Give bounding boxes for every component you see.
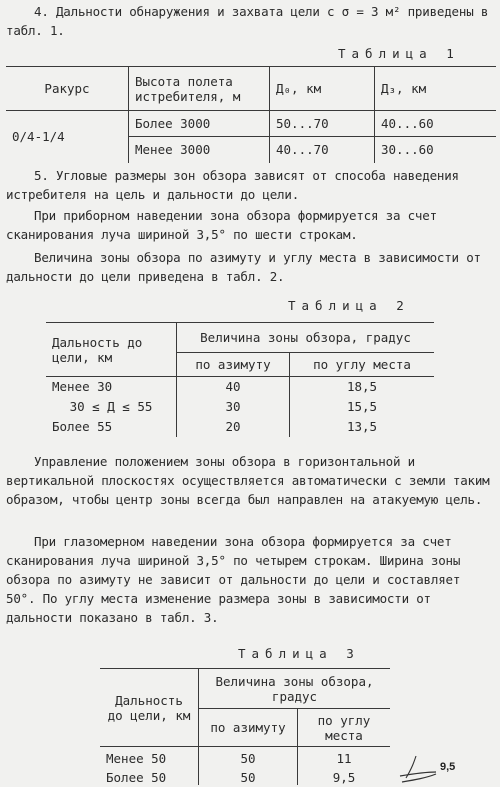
t2-header-elevation: по углу места bbox=[290, 353, 435, 377]
t1-cell: Менее 3000 bbox=[129, 137, 270, 163]
t2-cell: 30 bbox=[177, 397, 290, 417]
t2-cell: 18,5 bbox=[290, 377, 435, 397]
t3-cell: 11 bbox=[298, 747, 391, 771]
t2-header-zone: Величина зоны обзора, градус bbox=[177, 323, 435, 353]
t2-cell: 13,5 bbox=[290, 417, 435, 437]
t1-rakurs-value: 0/4-1/4 bbox=[6, 111, 129, 163]
paragraph-7: Величина зоны обзора по азимуту и углу места в зависимости от дальности до цели приведена в табл. 2. bbox=[6, 250, 489, 284]
t1-cell: Более 3000 bbox=[129, 111, 270, 137]
t2-cell: 30 ≤ Д ≤ 55 bbox=[46, 397, 177, 417]
t3-cell: Менее 50 bbox=[100, 747, 199, 771]
t1-cell: 40...60 bbox=[375, 111, 497, 137]
paragraph-4: 4. Дальности обнаружения и захвата цели с σ = 3 м² приведены в табл. 1. bbox=[6, 4, 496, 38]
t1-cell: 30...60 bbox=[375, 137, 497, 163]
t2-cell: 40 bbox=[177, 377, 290, 397]
t3-header-azimuth: по азимуту bbox=[199, 709, 298, 747]
paragraph-5: 5. Угловые размеры зон обзора зависят от способа наведения истребителя на цель и дальности до цели. bbox=[6, 168, 467, 202]
t1-header-rakurs: Ракурс bbox=[6, 67, 129, 111]
t1-cell: 50...70 bbox=[270, 111, 375, 137]
paragraph-6: При приборном наведении зона обзора формируется за счет сканирования луча шириной 3,5° по шести строкам. bbox=[6, 208, 445, 242]
t1-header-height: Высота полета истребителя, м bbox=[129, 67, 270, 111]
paragraph-8: Управление положением зоны обзора в горизонтальной и вертикальной плоскостях осуществляется автоматически с земли таким образом, чтобы центр зоны всегда был направлен на атакуемую цель. bbox=[6, 454, 497, 507]
t3-header-zone: Величина зоны обзора, градус bbox=[199, 669, 391, 709]
table-1 bbox=[6, 66, 496, 163]
table1-caption: Таблица 1 bbox=[338, 46, 460, 61]
t1-header-d0: Д₀, км bbox=[270, 67, 375, 111]
t2-cell: 15,5 bbox=[290, 397, 435, 417]
t3-cell: Более 50 bbox=[100, 771, 199, 785]
t2-cell: 20 bbox=[177, 417, 290, 437]
t3-header-range: Дальность до цели, км bbox=[100, 669, 199, 747]
t2-header-range: Дальность до цели, км bbox=[46, 323, 177, 377]
paragraph-9: При глазомерном наведении зона обзора формируется за счет сканирования луча шириной 3,5° по четырем строкам. Ширина зоны обзора по азимуту не зависит от дальности до цели и составляет 50°. По углу места изменение размера зоны в зависимости от дальности показано в табл. 3. bbox=[6, 534, 468, 625]
t1-cell: 40...70 bbox=[270, 137, 375, 163]
handwritten-note: 9,5 bbox=[440, 761, 456, 773]
t3-cell: 50 bbox=[199, 747, 298, 771]
t3-header-elevation: по углу места bbox=[298, 709, 391, 747]
table-3 bbox=[100, 668, 390, 785]
table3-caption: Таблица 3 bbox=[238, 646, 360, 661]
t3-cell: 9,5 bbox=[298, 771, 391, 785]
t3-cell: 50 bbox=[199, 771, 298, 785]
t2-header-azimuth: по азимуту bbox=[177, 353, 290, 377]
t2-cell: Менее 30 bbox=[46, 377, 177, 397]
t2-cell: Более 55 bbox=[46, 417, 177, 437]
table2-caption: Таблица 2 bbox=[288, 298, 410, 313]
t1-header-d3: Д₃, км bbox=[375, 67, 497, 111]
table-2 bbox=[46, 322, 434, 437]
